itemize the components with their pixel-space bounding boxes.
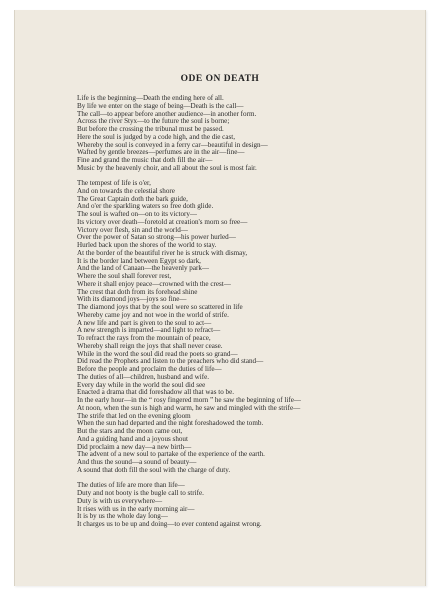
poem-line: A sound that doth fill the soul with the charge of duty. bbox=[77, 465, 231, 474]
poem-line: In the early hour—in the “ rosy fingered morn ” he saw the beginning of life— bbox=[77, 396, 301, 405]
poem-line: It rises with us in the early morning air— bbox=[77, 504, 195, 513]
poem-line: At the border of the beautiful river he is struck with dismay, bbox=[77, 248, 248, 257]
printed-page bbox=[14, 10, 426, 586]
poem-line: The duties of all—children, husband and wife. bbox=[77, 372, 209, 381]
poem-line: The strife that led on the evening gloom bbox=[77, 411, 191, 420]
poem-line: Over the power of Satan so strong—his power hurled— bbox=[77, 233, 236, 242]
poem-line: By life we enter on the stage of being—Death is the call— bbox=[77, 101, 244, 110]
poem-line: A new life and part is given to the soul to act— bbox=[77, 318, 212, 327]
poem-line: And the land of Canaan—the heavenly park— bbox=[77, 264, 209, 273]
poem-line: Enacted a drama that did foreshadow all that was to be. bbox=[77, 388, 234, 397]
poem-line: To refract the rays from the mountain of peace, bbox=[77, 334, 211, 343]
poem-line: Its victory over death—foretold at creation's morn so free— bbox=[77, 217, 248, 226]
poem-line: Every day while in the world the soul did see bbox=[77, 380, 206, 389]
stanza-2 bbox=[77, 180, 417, 475]
poem-line: Whereby came joy and not woe in the world of strife. bbox=[77, 310, 229, 319]
poem-line: Fine and grand the music that doth fill the air— bbox=[77, 156, 213, 164]
poem-body bbox=[77, 95, 417, 537]
poem-line: The diamond joys that by the soul were so scattered in life bbox=[77, 303, 243, 312]
poem-line: It is by us the whole day long— bbox=[77, 512, 168, 521]
poem-line: And thus the sound—a sound of beauty— bbox=[77, 458, 197, 467]
poem-line: Did read the Prophets and listen to the preachers who did stand— bbox=[77, 357, 264, 366]
poem-line: The tempest of life is o'er, bbox=[77, 179, 151, 188]
poem-line: The advent of a new soul to partake of the experience of the earth. bbox=[77, 450, 265, 459]
poem-line: The call—to appear before another audience—in another form. bbox=[77, 109, 257, 118]
poem-line: Duty and not booty is the bugle call to strife. bbox=[77, 489, 204, 498]
stanza-3 bbox=[77, 482, 417, 529]
poem-line: Hurled back upon the shores of the world to stay. bbox=[77, 241, 217, 250]
poem-line: With its diamond joys—joys so fine— bbox=[77, 295, 187, 304]
poem-line: Whereby shall reign the joys that shall never cease. bbox=[77, 341, 223, 350]
poem-line: A new strength is imparted—and light to refract— bbox=[77, 326, 221, 335]
poem-line: Victory over flesh, sin and the world— bbox=[77, 225, 188, 234]
poem-line: When the sun had departed and the night foreshadowed the tomb. bbox=[77, 419, 264, 428]
poem-line: The Great Captain doth the bark guide, bbox=[77, 194, 188, 203]
poem-line: Where it shall enjoy peace—crowned with the crest— bbox=[77, 279, 231, 288]
poem-line: Where the soul shall forever rest, bbox=[77, 272, 172, 281]
poem-line: And o'er the sparkling waters so free doth glide. bbox=[77, 202, 214, 211]
stanza-1 bbox=[77, 95, 417, 173]
poem-line: The duties of life are more than life— bbox=[77, 481, 185, 490]
poem-title: ODE ON DEATH bbox=[180, 74, 260, 84]
poem-line: Before the people and proclaim the duties of life— bbox=[77, 365, 222, 374]
poem-line: And on towards the celestial shore bbox=[77, 186, 175, 195]
poem-line: Music by the heavenly choir, and all about the soul is most fair. bbox=[77, 163, 257, 172]
poem-line: And a guiding hand and a joyous shout bbox=[77, 434, 188, 443]
poem-line: It charges us to be up and doing—to ever contend against wrong. bbox=[77, 520, 262, 529]
poem-line: The soul is wafted on—on to its victory— bbox=[77, 210, 197, 219]
poem-line: Here the soul is judged by a code high, and the die cast, bbox=[77, 132, 235, 141]
poem-line: The crest that doth from its forehead shine bbox=[77, 287, 198, 296]
poem-line: It is the border land between Egypt so dark, bbox=[77, 256, 201, 265]
poem-line: Whereby the soul is conveyed in a ferry car—beautiful in design— bbox=[77, 140, 268, 149]
poem-line: Life is the beginning—Death the ending here of all. bbox=[77, 94, 224, 102]
poem-line: But before the crossing the tribunal must be passed. bbox=[77, 125, 224, 133]
poem-line: Across the river Styx—to the future the soul is borne; bbox=[77, 117, 230, 126]
poem-line: At noon, when the sun is high and warm, he saw and mingled with the strife— bbox=[77, 403, 301, 412]
poem-line: But the stars and the moon came out, bbox=[77, 427, 183, 436]
poem-line: While in the word the soul did read the poets so grand— bbox=[77, 349, 238, 358]
poem-line: Wafted by gentle breezes—perfumes are in the air—fine— bbox=[77, 148, 245, 157]
poem-line: Duty is with us everywhere— bbox=[77, 496, 163, 505]
poem-line: Did proclaim a new day—a new birth— bbox=[77, 442, 192, 451]
